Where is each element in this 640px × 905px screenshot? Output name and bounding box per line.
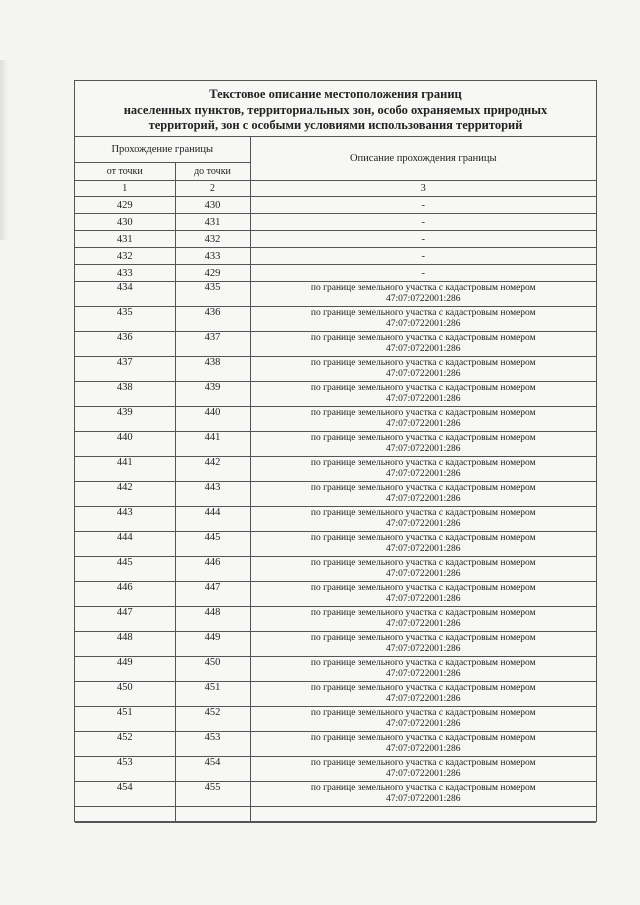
from-point-cell: 434 [75,282,175,307]
description-line-1: по границе земельного участка с кадастровым номером [310,708,536,718]
description-cell [250,432,596,457]
description-cell: - [250,248,596,265]
empty-row [75,807,596,823]
description-cell [250,307,596,332]
description-cell [250,407,596,432]
to-point-cell: 436 [175,307,250,332]
to-point-cell: 451 [175,682,250,707]
cadastral-number: 47:07:0722001:286 [386,543,461,554]
document-frame [74,80,597,822]
cadastral-number: 47:07:0722001:286 [386,343,461,354]
from-point-cell: 452 [75,732,175,757]
cadastral-number: 47:07:0722001:286 [386,393,461,404]
cadastral-number: 47:07:0722001:286 [386,643,461,654]
description-line-1: по границе земельного участка с кадастровым номером [310,408,536,418]
table-row [75,197,596,214]
description-cell [250,582,596,607]
cadastral-number: 47:07:0722001:286 [386,768,461,779]
from-point-cell: 447 [75,607,175,632]
from-point-cell: 451 [75,707,175,732]
to-point-cell: 438 [175,357,250,382]
from-point-cell: 445 [75,557,175,582]
description-line-1: по границе земельного участка с кадастровым номером [310,383,536,393]
cadastral-number: 47:07:0722001:286 [386,718,461,729]
description-cell [250,282,596,307]
table-row [75,682,596,707]
description-line-1: по границе земельного участка с кадастровым номером [310,633,536,643]
to-point-cell: 450 [175,657,250,682]
header-boundary-passage: Прохождение границы [75,137,250,163]
description-cell [250,657,596,682]
from-point-cell: 442 [75,482,175,507]
table-row [75,282,596,307]
boundary-table [75,137,596,823]
description-line-1: по границе земельного участка с кадастровым номером [310,508,536,518]
description-line-1: по границе земельного участка с кадастровым номером [310,783,536,793]
to-point-cell: 442 [175,457,250,482]
to-point-cell: 453 [175,732,250,757]
table-row [75,757,596,782]
table-row [75,265,596,282]
description-cell [250,757,596,782]
cadastral-number: 47:07:0722001:286 [386,493,461,504]
to-point-cell: 455 [175,782,250,807]
table-row [75,582,596,607]
table-row [75,231,596,248]
from-point-cell: 438 [75,382,175,407]
table-row [75,707,596,732]
description-cell [250,707,596,732]
from-point-cell: 440 [75,432,175,457]
from-point-cell: 435 [75,307,175,332]
title-line-3: территорий, зон с особыми условиями использования территорий [148,118,523,132]
column-number-2: 2 [175,181,250,197]
description-cell: - [250,231,596,248]
from-point-cell: 448 [75,632,175,657]
cadastral-number: 47:07:0722001:286 [386,368,461,379]
description-line-1: по границе земельного участка с кадастровым номером [310,358,536,368]
from-point-cell: 437 [75,357,175,382]
to-point-cell: 454 [175,757,250,782]
cadastral-number: 47:07:0722001:286 [386,668,461,679]
cadastral-number: 47:07:0722001:286 [386,693,461,704]
cadastral-number: 47:07:0722001:286 [386,568,461,579]
description-line-1: по границе земельного участка с кадастровым номером [310,433,536,443]
to-point-cell: 430 [175,197,250,214]
description-cell [250,607,596,632]
table-row [75,732,596,757]
description-cell [250,507,596,532]
document-title [75,81,596,137]
description-cell [250,682,596,707]
empty-cell [75,807,175,823]
title-line-2: населенных пунктов, территориальных зон, особо охраняемых природных [123,102,548,117]
from-point-cell: 453 [75,757,175,782]
table-row [75,482,596,507]
table-row [75,248,596,265]
from-point-cell: 454 [75,782,175,807]
description-cell [250,482,596,507]
to-point-cell: 429 [175,265,250,282]
empty-cell [250,807,596,823]
description-cell: - [250,265,596,282]
from-point-cell: 439 [75,407,175,432]
header-description: Описание прохождения границы [250,137,596,181]
from-point-cell: 450 [75,682,175,707]
cadastral-number: 47:07:0722001:286 [386,518,461,529]
from-point-cell: 429 [75,197,175,214]
to-point-cell: 437 [175,332,250,357]
description-line-1: по границе земельного участка с кадастровым номером [310,733,536,743]
table-row [75,357,596,382]
from-point-cell: 446 [75,582,175,607]
table-row [75,782,596,807]
from-point-cell: 433 [75,265,175,282]
description-line-1: по границе земельного участка с кадастровым номером [310,758,536,768]
to-point-cell: 432 [175,231,250,248]
description-line-1: по границе земельного участка с кадастровым номером [310,683,536,693]
to-point-cell: 440 [175,407,250,432]
to-point-cell: 435 [175,282,250,307]
description-cell: - [250,214,596,231]
cadastral-number: 47:07:0722001:286 [386,593,461,604]
cadastral-number: 47:07:0722001:286 [386,743,461,754]
column-number-1: 1 [75,181,175,197]
table-row [75,657,596,682]
description-line-1: по границе земельного участка с кадастровым номером [310,333,536,343]
to-point-cell: 441 [175,432,250,457]
table-row [75,532,596,557]
table-row [75,432,596,457]
cadastral-number: 47:07:0722001:286 [386,418,461,429]
description-cell [250,382,596,407]
description-line-1: по границе земельного участка с кадастровым номером [310,458,536,468]
cadastral-number: 47:07:0722001:286 [386,793,461,804]
from-point-cell: 430 [75,214,175,231]
title-line-1: Текстовое описание местоположения границ [209,87,462,101]
description-line-1: по границе земельного участка с кадастровым номером [310,308,536,318]
description-line-1: по границе земельного участка с кадастровым номером [310,658,536,668]
to-point-cell: 443 [175,482,250,507]
to-point-cell: 431 [175,214,250,231]
column-number-3: 3 [250,181,596,197]
table-row [75,332,596,357]
description-line-1: по границе земельного участка с кадастровым номером [310,608,536,618]
description-cell [250,457,596,482]
description-cell [250,782,596,807]
to-point-cell: 445 [175,532,250,557]
description-line-1: по границе земельного участка с кадастровым номером [310,558,536,568]
description-line-1: по границе земельного участка с кадастровым номером [310,583,536,593]
from-point-cell: 444 [75,532,175,557]
from-point-cell: 443 [75,507,175,532]
table-row [75,407,596,432]
description-cell [250,632,596,657]
cadastral-number: 47:07:0722001:286 [386,293,461,304]
header-from-point: от точки [75,163,175,181]
cadastral-number: 47:07:0722001:286 [386,318,461,329]
table-row [75,382,596,407]
description-cell [250,732,596,757]
table-row [75,457,596,482]
from-point-cell: 432 [75,248,175,265]
table-row [75,507,596,532]
from-point-cell: 441 [75,457,175,482]
from-point-cell: 449 [75,657,175,682]
scan-shadow [0,60,8,240]
from-point-cell: 436 [75,332,175,357]
column-number-row [75,181,596,197]
description-line-1: по границе земельного участка с кадастровым номером [310,533,536,543]
header-row [75,137,596,163]
description-line-1: по границе земельного участка с кадастровым номером [310,283,536,293]
description-cell [250,332,596,357]
empty-cell [175,807,250,823]
description-line-1: по границе земельного участка с кадастровым номером [310,483,536,493]
cadastral-number: 47:07:0722001:286 [386,443,461,454]
description-cell [250,357,596,382]
table-row [75,214,596,231]
table-row [75,607,596,632]
to-point-cell: 448 [175,607,250,632]
to-point-cell: 446 [175,557,250,582]
to-point-cell: 439 [175,382,250,407]
to-point-cell: 433 [175,248,250,265]
from-point-cell: 431 [75,231,175,248]
header-to-point: до точки [175,163,250,181]
to-point-cell: 449 [175,632,250,657]
table-row [75,557,596,582]
cadastral-number: 47:07:0722001:286 [386,468,461,479]
description-cell: - [250,197,596,214]
cadastral-number: 47:07:0722001:286 [386,618,461,629]
table-row [75,632,596,657]
to-point-cell: 447 [175,582,250,607]
to-point-cell: 452 [175,707,250,732]
description-cell [250,557,596,582]
table-row [75,307,596,332]
description-cell [250,532,596,557]
to-point-cell: 444 [175,507,250,532]
